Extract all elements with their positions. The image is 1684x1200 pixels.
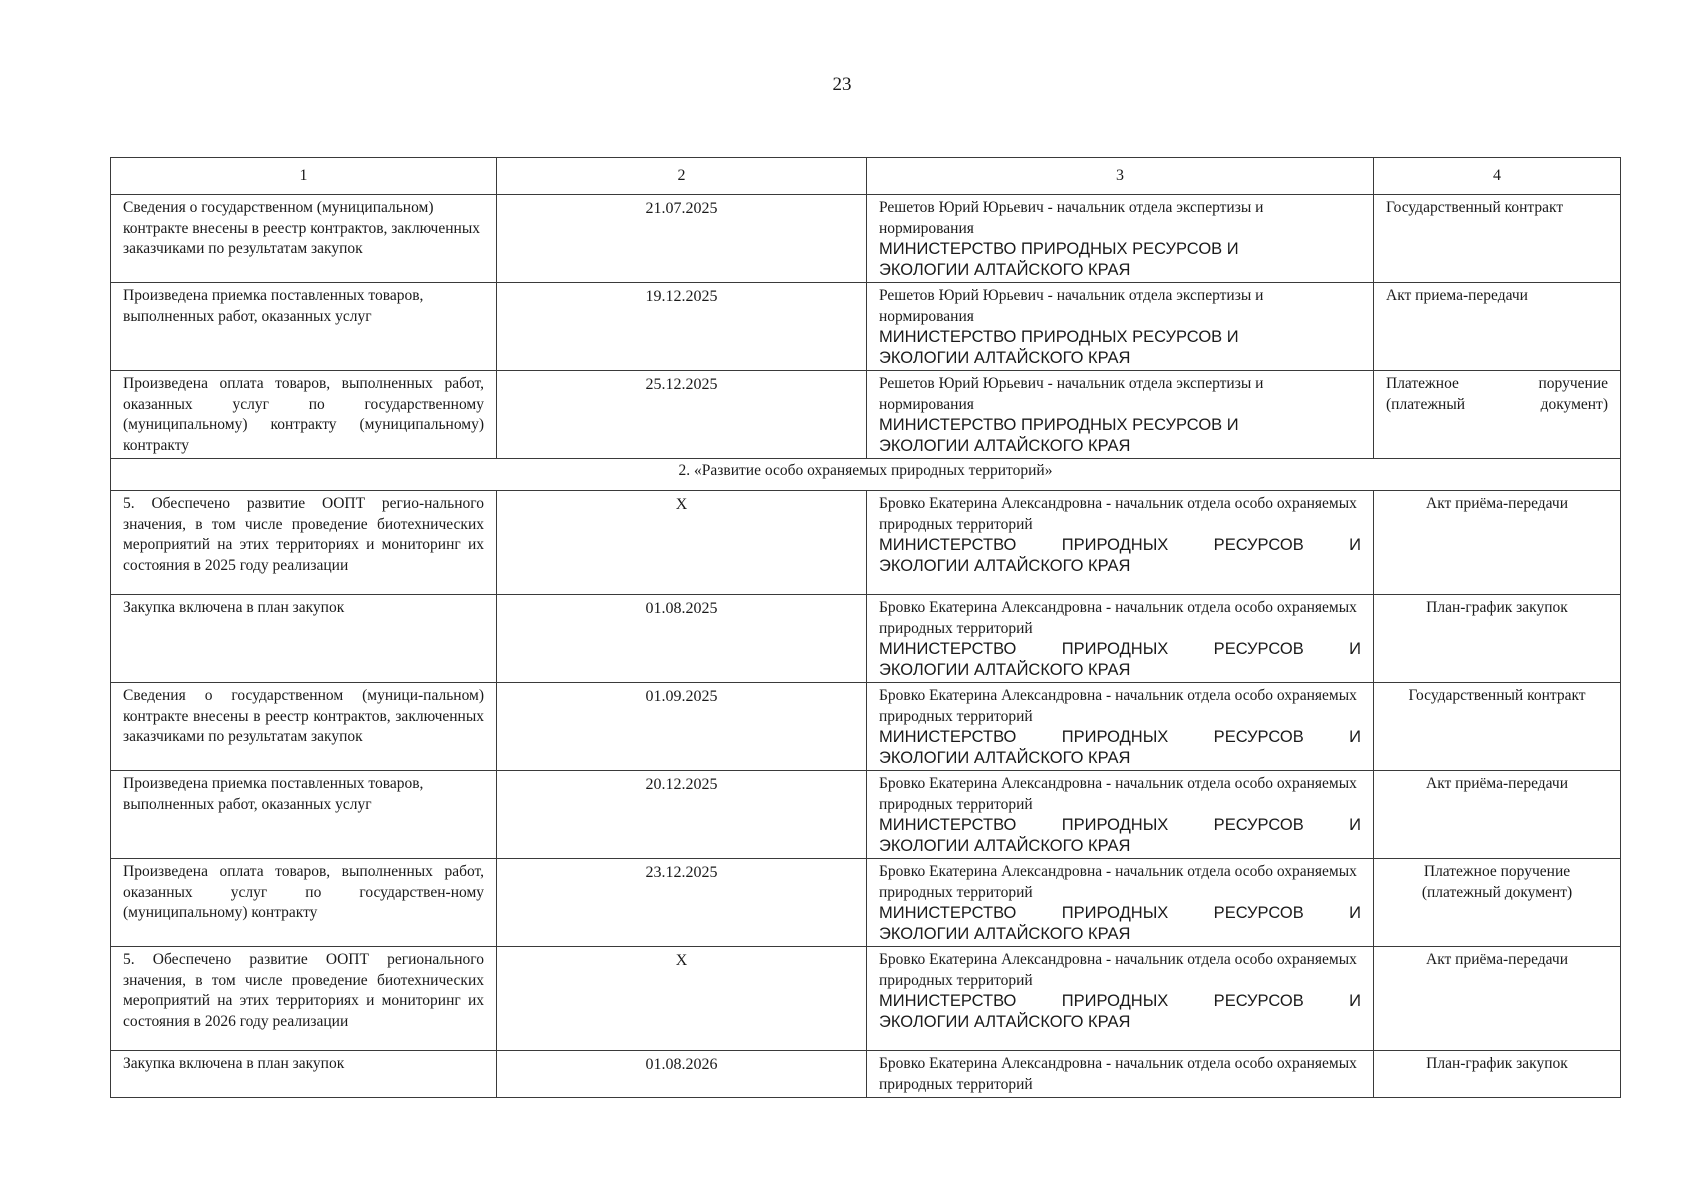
table-row	[111, 195, 1621, 283]
organization-line: ЭКОЛОГИИ АЛТАЙСКОГО КРАЯ	[879, 836, 1131, 855]
organization-line: ЭКОЛОГИИ АЛТАЙСКОГО КРАЯ	[879, 348, 1131, 367]
event-cell: Сведения о государственном (муниципальном) контракте внесены в реестр контрактов, заключенных заказчиками по результатам закупок	[111, 195, 497, 283]
responsible-person: Решетов Юрий Юрьевич - начальник отдела экспертизы и нормирования	[879, 375, 1264, 413]
date-cell: X	[497, 491, 867, 595]
page-number: 23	[832, 74, 852, 95]
table-row	[111, 491, 1621, 595]
column-header: 4	[1374, 158, 1621, 195]
date-cell: 25.12.2025	[497, 371, 867, 459]
responsible-cell	[867, 195, 1374, 283]
organization-line: МИНИСТЕРСТВО ПРИРОДНЫХ РЕСУРСОВ И	[879, 240, 1239, 258]
organization-line: МИНИСТЕРСТВО ПРИРОДНЫХ РЕСУРСОВ И	[879, 992, 1361, 1010]
organization-line: МИНИСТЕРСТВО ПРИРОДНЫХ РЕСУРСОВ И	[879, 328, 1239, 346]
responsible-person: Решетов Юрий Юрьевич - начальник отдела экспертизы и нормирования	[879, 199, 1264, 237]
event-cell: 5. Обеспечено развитие ООПТ регио-нального значения, в том числе проведение биотехнических мероприятий на этих территориях и мониторинг их состояния в 2025 году реализации	[111, 491, 497, 595]
table-row	[111, 683, 1621, 771]
document-cell: План-график закупок	[1374, 595, 1621, 683]
table-row	[111, 371, 1621, 459]
table-row	[111, 947, 1621, 1051]
date-cell: 19.12.2025	[497, 283, 867, 371]
table-row	[111, 1051, 1621, 1098]
plan-table	[110, 157, 1621, 1098]
responsible-cell	[867, 771, 1374, 859]
organization-line: ЭКОЛОГИИ АЛТАЙСКОГО КРАЯ	[879, 660, 1131, 679]
responsible-cell	[867, 283, 1374, 371]
document-cell: Государственный контракт	[1374, 683, 1621, 771]
date-cell: 01.08.2026	[497, 1051, 867, 1098]
organization-line: ЭКОЛОГИИ АЛТАЙСКОГО КРАЯ	[879, 556, 1131, 575]
responsible-cell	[867, 595, 1374, 683]
organization-line: МИНИСТЕРСТВО ПРИРОДНЫХ РЕСУРСОВ И	[879, 536, 1361, 554]
document-cell: Акт приёма-передачи	[1374, 771, 1621, 859]
event-cell: Сведения о государственном (муници-пальном) контракте внесены в реестр контрактов, заключенных заказчиками по результатам закупок	[111, 683, 497, 771]
date-cell: 23.12.2025	[497, 859, 867, 947]
organization-line: МИНИСТЕРСТВО ПРИРОДНЫХ РЕСУРСОВ И	[879, 816, 1361, 834]
date-cell: X	[497, 947, 867, 1051]
responsible-person: Бровко Екатерина Александровна - начальник отдела особо охраняемых природных территорий	[879, 951, 1357, 989]
responsible-person: Бровко Екатерина Александровна - начальник отдела особо охраняемых природных территорий	[879, 687, 1357, 725]
organization-line: МИНИСТЕРСТВО ПРИРОДНЫХ РЕСУРСОВ И	[879, 640, 1361, 658]
responsible-person: Решетов Юрий Юрьевич - начальник отдела экспертизы и нормирования	[879, 287, 1264, 325]
table-header-row	[111, 158, 1621, 195]
event-cell: Произведена оплата товаров, выполненных работ, оказанных услуг по государствен-ному (муниципальному) контракту	[111, 859, 497, 947]
event-cell: Произведена оплата товаров, выполненных работ, оказанных услуг по государственному (муниципальному) контракту (муниципальному) контракту	[111, 371, 497, 459]
responsible-cell	[867, 371, 1374, 459]
date-cell: 01.09.2025	[497, 683, 867, 771]
document-cell: Акт приёма-передачи	[1374, 491, 1621, 595]
responsible-cell	[867, 1051, 1374, 1098]
organization-line: ЭКОЛОГИИ АЛТАЙСКОГО КРАЯ	[879, 748, 1131, 767]
responsible-cell	[867, 683, 1374, 771]
table-row	[111, 283, 1621, 371]
column-header: 3	[867, 158, 1374, 195]
responsible-person: Бровко Екатерина Александровна - начальник отдела особо охраняемых природных территорий	[879, 599, 1357, 637]
responsible-person: Бровко Екатерина Александровна - начальник отдела особо охраняемых природных территорий	[879, 1055, 1357, 1093]
date-cell: 21.07.2025	[497, 195, 867, 283]
document-cell: Государственный контракт	[1374, 195, 1621, 283]
date-cell: 01.08.2025	[497, 595, 867, 683]
section-title: 2. «Развитие особо охраняемых природных территорий»	[111, 459, 1621, 491]
event-cell: 5. Обеспечено развитие ООПТ регионального значения, в том числе проведение биотехнических мероприятий на этих территориях и мониторинг их состояния в 2026 году реализации	[111, 947, 497, 1051]
responsible-cell	[867, 491, 1374, 595]
event-cell: Закупка включена в план закупок	[111, 1051, 497, 1098]
table-row	[111, 771, 1621, 859]
organization-line: ЭКОЛОГИИ АЛТАЙСКОГО КРАЯ	[879, 924, 1131, 943]
document-cell: Платежное поручение (платежный документ)	[1374, 859, 1621, 947]
table-row	[111, 859, 1621, 947]
event-cell: Произведена приемка поставленных товаров, выполненных работ, оказанных услуг	[111, 771, 497, 859]
date-cell: 20.12.2025	[497, 771, 867, 859]
organization-line: МИНИСТЕРСТВО ПРИРОДНЫХ РЕСУРСОВ И	[879, 728, 1361, 746]
event-cell: Произведена приемка поставленных товаров, выполненных работ, оказанных услуг	[111, 283, 497, 371]
document-cell: Акт приема-передачи	[1374, 283, 1621, 371]
responsible-person: Бровко Екатерина Александровна - начальник отдела особо охраняемых природных территорий	[879, 863, 1357, 901]
organization-line: МИНИСТЕРСТВО ПРИРОДНЫХ РЕСУРСОВ И	[879, 416, 1239, 434]
event-cell: Закупка включена в план закупок	[111, 595, 497, 683]
responsible-cell	[867, 947, 1374, 1051]
responsible-person: Бровко Екатерина Александровна - начальник отдела особо охраняемых природных территорий	[879, 775, 1357, 813]
organization-line: ЭКОЛОГИИ АЛТАЙСКОГО КРАЯ	[879, 1012, 1131, 1031]
responsible-person: Бровко Екатерина Александровна - начальник отдела особо охраняемых природных территорий	[879, 495, 1357, 533]
document-cell: Акт приёма-передачи	[1374, 947, 1621, 1051]
organization-line: ЭКОЛОГИИ АЛТАЙСКОГО КРАЯ	[879, 260, 1131, 279]
responsible-cell	[867, 859, 1374, 947]
document-cell: Платежное поручение (платежный документ)	[1374, 371, 1621, 459]
column-header: 1	[111, 158, 497, 195]
column-header: 2	[497, 158, 867, 195]
document-cell: План-график закупок	[1374, 1051, 1621, 1098]
table-row	[111, 595, 1621, 683]
section-row	[111, 459, 1621, 491]
organization-line: ЭКОЛОГИИ АЛТАЙСКОГО КРАЯ	[879, 436, 1131, 455]
organization-line: МИНИСТЕРСТВО ПРИРОДНЫХ РЕСУРСОВ И	[879, 904, 1361, 922]
